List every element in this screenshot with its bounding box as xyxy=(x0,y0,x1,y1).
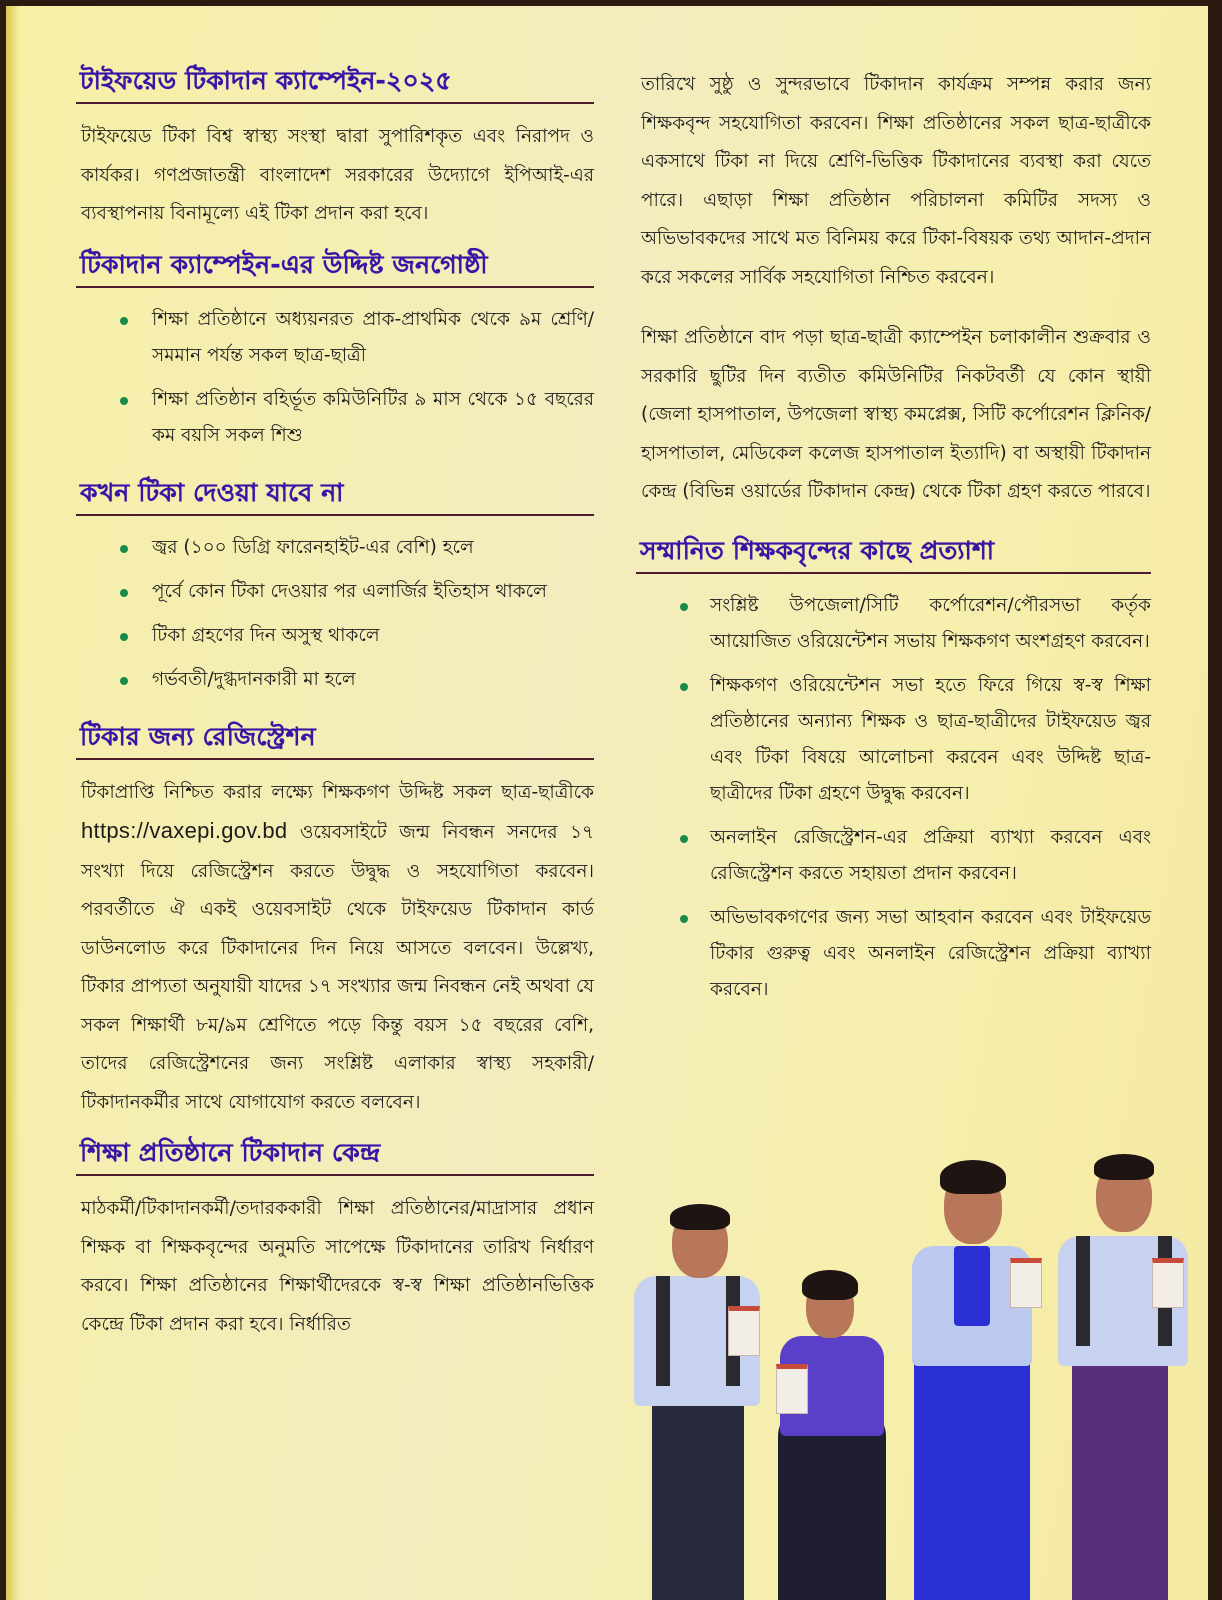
list-item: শিক্ষা প্রতিষ্ঠান বহির্ভূত কমিউনিটির ৯ মাস থেকে ১৫ বছরের কম বয়সি সকল শিশু xyxy=(76,382,594,454)
leaflet-page xyxy=(6,6,1208,1600)
list-item: শিক্ষা প্রতিষ্ঠানে অধ্যয়নরত প্রাক-প্রাথমিক থেকে ৯ম শ্রেণি/সমমান পর্যন্ত সকল ছাত্র-ছাত্রী xyxy=(76,302,594,374)
center-paragraph: মাঠকর্মী/টিকাদানকর্মী/তদারককারী শিক্ষা প্রতিষ্ঠানের/মাদ্রাসার প্রধান শিক্ষক বা শিক্ষকবৃন্দের অনুমতি সাপেক্ষে টিকাদানের তারিখ নির্ধারণ করবে। শিক্ষা প্রতিষ্ঠানের শিক্ষার্থীদেরকে স্ব-স্ব শিক্ষা প্রতিষ্ঠানভিত্তিক কেন্দ্রে টিকা প্রদান করা হবে। নির্ধারিত xyxy=(81,1198,594,1335)
students-photo xyxy=(616,1136,1208,1600)
bullet-dot-icon xyxy=(120,317,128,325)
contraindications-list xyxy=(76,530,594,698)
section-registration xyxy=(76,720,594,1123)
bullet-dot-icon xyxy=(120,397,128,405)
list-item: পূর্বে কোন টিকা দেওয়ার পর এলার্জির ইতিহাস থাকলে xyxy=(76,574,594,610)
bullet-dot-icon xyxy=(680,603,688,611)
continued-paragraph: তারিখে সুষ্ঠু ও সুন্দরভাবে টিকাদান কার্যক্রম সম্পন্ন করার জন্য শিক্ষকবৃন্দ সহযোগিতা করবেন। শিক্ষা প্রতিষ্ঠানের সকল ছাত্র-ছাত্রীকে একসাথে টিকা না দিয়ে শ্রেণি-ভিত্তিক টিকাদানের ব্যবস্থা করা যেতে পারে। এছাড়া শিক্ষা প্রতিষ্ঠান পরিচালনা কমিটির সদস্য ও অভিভাবকদের সাথে মত বিনিময় করে টিকা-বিষয়ক তথ্য আদান-প্রদান করে সকলের সার্বিক সহযোগিতা নিশ্চিত করবেন। xyxy=(641,74,1151,288)
target-population-list xyxy=(76,302,594,454)
section-title: কখন টিকা দেওয়া যাবে না xyxy=(80,477,344,507)
section-target-population xyxy=(76,248,594,454)
left-column xyxy=(76,64,594,1344)
bullet-dot-icon xyxy=(680,683,688,691)
bullet-dot-icon xyxy=(680,835,688,843)
student-figure xyxy=(898,1146,1048,1600)
list-item: অভিভাবকগণের জন্য সভা আহবান করবেন এবং টাইফয়েড টিকার গুরুত্ব এবং অনলাইন রেজিস্ট্রেশন প্রক্রিয়া ব্যাখ্যা করবেন। xyxy=(636,900,1151,1008)
section-teacher-expectations xyxy=(636,534,1151,1008)
bullet-dot-icon xyxy=(680,915,688,923)
section-title: সম্মানিত শিক্ষকবৃন্দের কাছে প্রত্যাশা xyxy=(640,535,995,565)
section-title: টিকাদান ক্যাম্পেইন-এর উদ্দিষ্ট জনগোষ্ঠী xyxy=(80,249,488,279)
title-divider xyxy=(636,572,1151,574)
section-title: টাইফয়েড টিকাদান ক্যাম্পেইন-২০২৫ xyxy=(80,66,452,95)
section-title: টিকার জন্য রেজিস্ট্রেশন xyxy=(80,721,316,751)
missed-students-paragraph: শিক্ষা প্রতিষ্ঠানে বাদ পড়া ছাত্র-ছাত্রী ক্যাম্পেইন চলাকালীন শুক্রবার ও সরকারি ছুটির দিন ব্যতীত কমিউনিটির নিকটবর্তী যে কোন স্থায়ী (জেলা হাসপাতাল, উপজেলা স্বাস্থ্য কমপ্লেক্স, সিটি কর্পোরেশন ক্লিনিক/হাসপাতাল, মেডিকেল কলেজ হাসপাতাল ইত্যাদি) বা অস্থায়ী টিকাদান কেন্দ্র (বিভিন্ন ওয়ার্ডের টিকাদান কেন্দ্র) থেকে টিকা গ্রহণ করতে পারবে। xyxy=(641,327,1151,502)
title-divider xyxy=(76,286,594,288)
title-divider xyxy=(76,102,594,104)
registration-paragraph: টিকাপ্রাপ্তি নিশ্চিত করার লক্ষ্যে শিক্ষকগণ উদ্দিষ্ট সকল ছাত্র-ছাত্রীকে https://vaxepi.gov.bd ওয়েবসাইটে জন্ম নিবন্ধন সনদের ১৭ সংখ্যা দিয়ে রেজিস্ট্রেশন করতে উদ্বুদ্ধ ও সহযোগিতা করবেন। পরবর্তীতে ঐ একই ওয়েবসাইট থেকে টাইফয়েড টিকাদান কার্ড ডাউনলোড করে টিকাদানের দিন নিয়ে আসতে বলবেন। উল্লেখ্য, টিকার প্রাপ্যতা অনুযায়ী যাদের ১৭ সংখ্যার জন্ম নিবন্ধন নেই অথবা যে সকল শিক্ষার্থী ৮ম/৯ম শ্রেণিতে পড়ে কিন্তু বয়স ১৫ বছরের বেশি, তাদের রেজিস্ট্রেশনের জন্য সংশ্লিষ্ট এলাকার স্বাস্থ্য সহকারী/টিকাদানকর্মীর সাথে যোগাযোগ করতে বলবেন। xyxy=(81,781,594,1113)
student-figure xyxy=(622,1176,772,1600)
student-figure xyxy=(1048,1136,1198,1600)
title-divider xyxy=(76,758,594,760)
list-item: টিকা গ্রহণের দিন অসুস্থ থাকলে xyxy=(76,618,594,654)
registration-website-link[interactable]: https://vaxepi.gov.bd xyxy=(81,818,288,843)
right-column xyxy=(636,66,1151,1016)
student-figure xyxy=(766,1246,896,1600)
list-item: শিক্ষকগণ ওরিয়েন্টেশন সভা হতে ফিরে গিয়ে স্ব-স্ব শিক্ষা প্রতিষ্ঠানের অন্যান্য শিক্ষক ও ছাত্র-ছাত্রীদের টাইফয়েড জ্বর এবং টিকা বিষয়ে আলোচনা করবেন এবং উদ্দিষ্ট ছাত্র-ছাত্রীদের টিকা গ্রহণে উদ্বুদ্ধ করবেন। xyxy=(636,668,1151,812)
title-divider xyxy=(76,514,594,516)
list-item: অনলাইন রেজিস্ট্রেশন-এর প্রক্রিয়া ব্যাখ্যা করবেন এবং রেজিস্ট্রেশন করতে সহায়তা প্রদান করবেন। xyxy=(636,820,1151,892)
section-school-vaccination-center xyxy=(76,1136,594,1344)
list-item: জ্বর (১০০ ডিগ্রি ফারেনহাইট-এর বেশি) হলে xyxy=(76,530,594,566)
section-title: শিক্ষা প্রতিষ্ঠানে টিকাদান কেন্দ্র xyxy=(80,1138,381,1167)
intro-paragraph: টাইফয়েড টিকা বিশ্ব স্বাস্থ্য সংস্থা দ্বারা সুপারিশকৃত এবং নিরাপদ ও কার্যকর। গণপ্রজাতন্ত্রী বাংলাদেশ সরকারের উদ্যোগে ইপিআই-এর ব্যবস্থাপনায় বিনামূল্যে এই টিকা প্রদান করা হবে। xyxy=(81,126,594,224)
bullet-dot-icon xyxy=(120,677,128,685)
title-divider xyxy=(76,1174,594,1176)
section-contraindications xyxy=(76,476,594,698)
list-item: গর্ভবতী/দুগ্ধদানকারী মা হলে xyxy=(76,662,594,698)
teacher-expectations-list xyxy=(636,588,1151,1008)
bullet-dot-icon xyxy=(120,633,128,641)
list-item: সংশ্লিষ্ট উপজেলা/সিটি কর্পোরেশন/পৌরসভা কর্তৃক আয়োজিত ওরিয়েন্টেশন সভায় শিক্ষকগণ অংশগ্রহণ করবেন। xyxy=(636,588,1151,660)
section-campaign-intro xyxy=(76,64,594,234)
bullet-dot-icon xyxy=(120,589,128,597)
bullet-dot-icon xyxy=(120,545,128,553)
